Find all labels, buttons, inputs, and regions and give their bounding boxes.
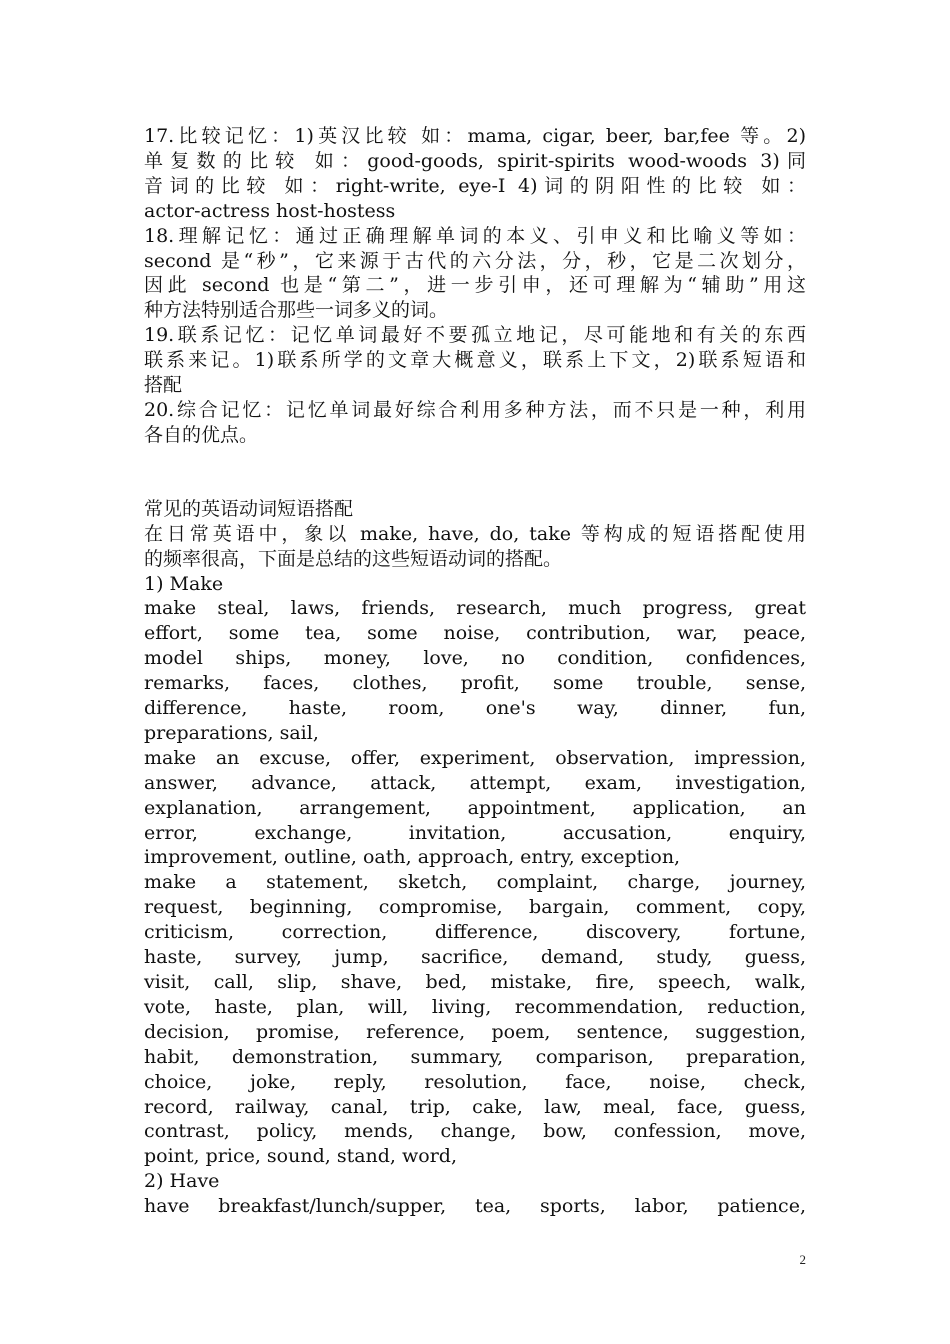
page-number: 2 xyxy=(799,1252,806,1267)
text-line: 音词的比较 如：right-write, eye-I 4)词的阴阳性的比较 如： xyxy=(144,174,806,197)
text-line: 联系来记。1)联系所学的文章大概意义，联系上下文，2)联系短语和 xyxy=(144,349,806,372)
text-line: request, beginning, compromise, bargain, comment, copy, xyxy=(144,896,806,919)
text-line: 搭配 xyxy=(144,374,183,397)
text-line: explanation, arrangement, appointment, application, an xyxy=(144,796,806,819)
text-line: 20.综合记忆：记忆单词最好综合利用多种方法，而不只是一种，利用 xyxy=(144,398,806,421)
make-phrase-group xyxy=(144,746,806,871)
memory-method-paragraph xyxy=(144,323,806,398)
text-line: 在日常英语中，象以 make, have, do, take 等构成的短语搭配使用 xyxy=(144,522,806,545)
text-line: record, railway, canal, trip, cake, law, meal, face, guess, xyxy=(144,1095,806,1118)
text-line: 各自的优点。 xyxy=(144,423,259,446)
text-line: improvement, outline, oath, approach, entry, exception, xyxy=(144,846,681,869)
text-line: 因此 second 也是“第二”，进一步引申，还可理解为“辅助”用这 xyxy=(144,274,806,297)
text-line: visit, call, slip, shave, bed, mistake, fire, speech, walk, xyxy=(144,971,806,993)
text-line: difference, haste, room, one's way, dinner, fun, xyxy=(144,697,806,720)
text-line: 的频率很高，下面是总结的这些短语动词的搭配。 xyxy=(144,547,563,570)
text-line: error, exchange, invitation, accusation, enquiry, xyxy=(144,821,806,844)
text-line: point, price, sound, stand, word, xyxy=(144,1145,457,1168)
text-line: make steal, laws, friends, research, much progress, great xyxy=(144,597,806,620)
text-line: make a statement, sketch, complaint, charge, journey, xyxy=(144,871,806,894)
text-line: effort, some tea, some noise, contribution, war, peace, xyxy=(144,622,806,645)
document-body xyxy=(144,124,806,1219)
text-line: contrast, policy, mends, change, bow, confession, move, xyxy=(144,1120,806,1143)
text-line: second 是“秒”，它来源于古代的六分法，分，秒，它是二次划分， xyxy=(144,249,806,272)
text-line: 17.比较记忆：1)英汉比较 如：mama, cigar, beer, bar,fee 等。2) xyxy=(144,125,806,147)
section-gap xyxy=(144,448,806,497)
text-line: decision, promise, reference, poem, sentence, suggestion, xyxy=(144,1020,806,1043)
text-line: 18.理解记忆：通过正确理解单词的本义、引申义和比喻义等如： xyxy=(144,224,806,247)
text-line: criticism, correction, difference, discovery, fortune, xyxy=(144,921,806,944)
text-line: choice, joke, reply, resolution, face, noise, check, xyxy=(144,1070,806,1093)
text-line: preparations, sail, xyxy=(144,721,319,744)
memory-method-paragraph xyxy=(144,398,806,448)
make-heading: 1) Make xyxy=(144,572,224,595)
memory-method-paragraph xyxy=(144,224,806,324)
text-line: answer, advance, attack, attempt, exam, investigation, xyxy=(144,771,806,794)
text-line: habit, demonstration, summary, comparison, preparation, xyxy=(144,1045,806,1068)
text-line: remarks, faces, clothes, profit, some trouble, sense, xyxy=(144,672,806,695)
text-line: have breakfast/lunch/supper, tea, sports, labor, patience, xyxy=(144,1195,806,1218)
text-line: 种方法特别适合那些一词多义的词。 xyxy=(144,299,449,322)
make-phrase-group xyxy=(144,596,806,745)
have-heading: 2) Have xyxy=(144,1170,220,1193)
section-title: 常见的英语动词短语搭配 xyxy=(144,497,354,520)
have-phrase-group xyxy=(144,1194,806,1219)
text-line: make an excuse, offer, experiment, observation, impression, xyxy=(144,746,806,769)
intro-paragraph xyxy=(144,522,806,572)
text-line: 单复数的比较 如：good-goods, spirit-spirits wood-woods 3)同 xyxy=(144,149,806,172)
text-line: actor-actress host-hostess xyxy=(144,199,396,222)
memory-method-paragraph xyxy=(144,124,806,224)
text-line: haste, survey, jump, sacrifice, demand, study, guess, xyxy=(144,946,806,969)
text-line: model ships, money, love, no condition, confidences, xyxy=(144,647,806,670)
make-phrase-group xyxy=(144,870,806,1169)
text-line: 19.联系记忆：记忆单词最好不要孤立地记，尽可能地和有关的东西 xyxy=(144,324,806,347)
text-line: vote, haste, plan, will, living, recommendation, reduction, xyxy=(144,995,806,1018)
